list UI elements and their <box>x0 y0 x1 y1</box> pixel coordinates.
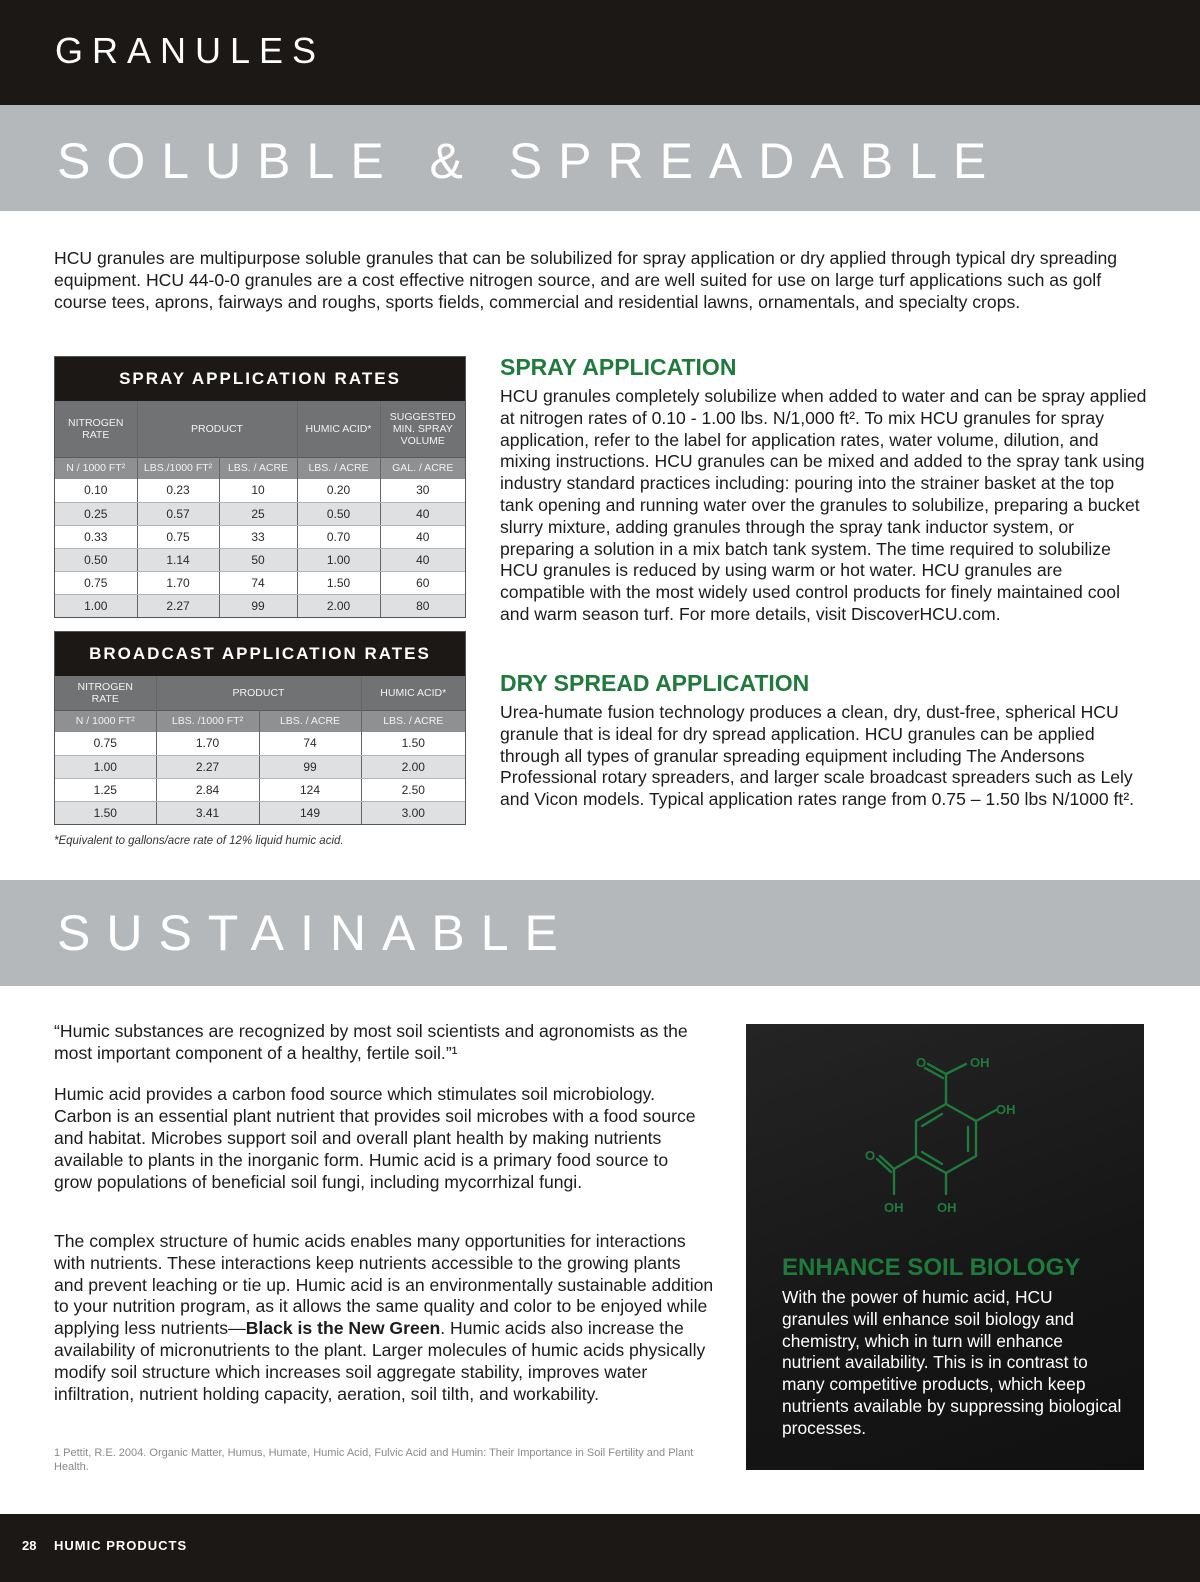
spray-table-title: SPRAY APPLICATION RATES <box>55 357 465 401</box>
sustainable-heading: SUSTAINABLE <box>57 905 574 961</box>
table-cell: 40 <box>380 548 465 571</box>
humic-header: HUMIC ACID* <box>361 676 465 710</box>
table-cell: 1.50 <box>361 732 465 755</box>
table-row <box>55 732 465 755</box>
product-header: PRODUCT <box>137 401 297 457</box>
table-cell: 1.70 <box>137 571 219 594</box>
molecule-label: OH <box>996 1102 1016 1117</box>
table-cell: 0.75 <box>55 732 156 755</box>
table-cell: 0.20 <box>297 479 380 502</box>
carbon-paragraph: Humic acid provides a carbon food source which stimulates soil microbiology. Carbon is an essential plant nutrient that provides soil microbes with a food source and habitat. Microbes support soil and overall plant health by making nutrients available to plants in the inorganic form. Humic acid is a primary food source to grow populations of beneficial soil fungi, including mycorrhizal fungi. <box>54 1084 696 1192</box>
table-row <box>55 755 465 778</box>
table-cell: 30 <box>380 479 465 502</box>
soluble-heading: SOLUBLE & SPREADABLE <box>57 133 1003 189</box>
section-title: GRANULES <box>55 30 326 71</box>
footer-label: HUMIC PRODUCTS <box>54 1538 188 1553</box>
table-cell: 74 <box>219 571 297 594</box>
table-row <box>55 571 465 594</box>
table-cell: 60 <box>380 571 465 594</box>
table-cell: 0.10 <box>55 479 137 502</box>
table-cell: 1.25 <box>55 778 156 801</box>
table-row <box>55 548 465 571</box>
table-cell: 33 <box>219 525 297 548</box>
intro-paragraph: HCU granules are multipurpose soluble granules that can be solubilized for spray application or dry applied through typical dry spreading equipment. HCU 44-0-0 granules are a cost effective nitrogen source, and are well suited for use on large turf applications such as golf course tees, aprons, fairways and roughs, sports fields, commercial and residential lawns, ornamentals, and specialty crops. <box>54 248 1118 312</box>
table-cell: 2.00 <box>361 755 465 778</box>
sustainable-band <box>0 880 1200 986</box>
table-row <box>55 594 465 617</box>
humic-quote: “Humic substances are recognized by most soil scientists and agronomists as the most important component of a healthy, fertile soil.”¹ <box>54 1021 688 1063</box>
subheader: LBS. / ACRE <box>297 457 380 479</box>
page-number: 28 <box>22 1538 37 1553</box>
table-cell: 0.70 <box>297 525 380 548</box>
soluble-band <box>0 105 1200 211</box>
table-cell: 40 <box>380 525 465 548</box>
table-cell: 1.00 <box>297 548 380 571</box>
table-cell: 99 <box>219 594 297 617</box>
product-header: PRODUCT <box>156 676 361 710</box>
table-cell: 2.50 <box>361 778 465 801</box>
subheader: GAL. / ACRE <box>380 457 465 479</box>
table-cell: 2.27 <box>156 755 259 778</box>
molecule-label: OH <box>884 1200 904 1215</box>
table-cell: 0.25 <box>55 502 137 525</box>
molecule-label: OH <box>937 1200 957 1215</box>
table-cell: 124 <box>259 778 361 801</box>
para-text: The complex structure of humic acids enables many opportunities for interactions with nutrients. These interactions keep nutrients accessible to the growing plants and prevent leaching or tie up. Humic acid is an environmentally sustainable addition to your nutrition program, as it allows the same quality and color to be enjoyed while applying less nutrients— <box>54 1231 714 1339</box>
table-cell: 1.50 <box>55 801 156 824</box>
table-cell: 1.14 <box>137 548 219 571</box>
table-cell: 0.50 <box>55 548 137 571</box>
table-row <box>55 801 465 824</box>
molecule-label: OH <box>970 1055 990 1070</box>
para-text: . Humic acids also increase the availability of micronutrients to the plant. Larger molecules of humic acids physically modify soil structure which increases soil aggregate stability, improves water infiltration, nutrient holding capacity, aeration, soil tilth, and workability. <box>54 1318 706 1404</box>
table-cell: 0.33 <box>55 525 137 548</box>
table-cell: 149 <box>259 801 361 824</box>
enhance-soil-body: With the power of humic acid, HCU granules will enhance soil biology and chemistry, which in turn will enhance nutrient availability. This is in contrast to many competitive products, which keep nutrients available by suppressing biological processes. <box>782 1287 1122 1438</box>
table-footnote: *Equivalent to gallons/acre rate of 12% liquid humic acid. <box>54 835 344 847</box>
table-cell: 1.70 <box>156 732 259 755</box>
footer-bar <box>0 1514 1200 1582</box>
dry-spread-heading: DRY SPREAD APPLICATION <box>500 670 810 696</box>
subheader: LBS. / ACRE <box>259 710 361 732</box>
molecule-diagram-icon <box>836 1054 1056 1224</box>
table-cell: 3.00 <box>361 801 465 824</box>
subheader: LBS. / ACRE <box>361 710 465 732</box>
spray-rates-table <box>54 356 466 618</box>
table-cell: 74 <box>259 732 361 755</box>
enhance-soil-callout <box>746 1024 1144 1470</box>
molecule-label: O <box>916 1055 927 1070</box>
table-cell: 99 <box>259 755 361 778</box>
table-cell: 0.75 <box>137 525 219 548</box>
nitrogen-header: NITROGEN RATE <box>55 401 137 457</box>
table-cell: 1.00 <box>55 594 137 617</box>
table-cell: 10 <box>219 479 297 502</box>
table-cell: 2.27 <box>137 594 219 617</box>
broadcast-table-title: BROADCAST APPLICATION RATES <box>55 632 465 676</box>
table-cell: 3.41 <box>156 801 259 824</box>
subheader: N / 1000 FT² <box>55 710 156 732</box>
table-cell: 2.84 <box>156 778 259 801</box>
slogan-bold: Black is the New Green <box>245 1318 441 1339</box>
broadcast-rates-table <box>54 631 466 825</box>
top-header-bar <box>0 0 1200 105</box>
table-cell: 1.00 <box>55 755 156 778</box>
table-cell: 2.00 <box>297 594 380 617</box>
table-cell: 0.75 <box>55 571 137 594</box>
table-cell: 0.50 <box>297 502 380 525</box>
table-cell: 0.23 <box>137 479 219 502</box>
table-cell: 80 <box>380 594 465 617</box>
enhance-soil-heading: ENHANCE SOIL BIOLOGY <box>782 1254 1081 1281</box>
table-cell: 0.57 <box>137 502 219 525</box>
spray-application-heading: SPRAY APPLICATION <box>500 354 737 380</box>
subheader: LBS. /1000 FT² <box>156 710 259 732</box>
dry-spread-body: Urea-humate fusion technology produces a clean, dry, dust-free, spherical HCU granule that is ideal for dry spread application. HCU granules can be applied through all types of granular spreading equipment including The Andersons Professional rotary spreaders, and larger scale broadcast spreaders such as Lely and Vicon models. Typical application rates range from 0.75 – 1.50 lbs N/1000 ft². <box>500 702 1135 810</box>
table-row <box>55 525 465 548</box>
subheader: LBS. / ACRE <box>219 457 297 479</box>
table-row <box>55 502 465 525</box>
table-row <box>55 778 465 801</box>
structure-paragraph <box>54 1231 714 1405</box>
humic-header: HUMIC ACID* <box>297 401 380 457</box>
table-cell: 40 <box>380 502 465 525</box>
molecule-label: O <box>865 1148 876 1163</box>
table-row <box>55 479 465 502</box>
volume-header: SUGGESTED MIN. SPRAY VOLUME <box>380 401 465 457</box>
subheader: N / 1000 FT² <box>55 457 137 479</box>
nitrogen-header: NITROGEN RATE <box>55 676 156 710</box>
table-cell: 1.50 <box>297 571 380 594</box>
subheader: LBS./1000 FT² <box>137 457 219 479</box>
table-cell: 50 <box>219 548 297 571</box>
reference-note: 1 Pettit, R.E. 2004. Organic Matter, Humus, Humate, Humic Acid, Fulvic Acid and Humin: Their Importance in Soil Fertility and Plant Health. <box>54 1447 694 1473</box>
table-cell: 25 <box>219 502 297 525</box>
spray-application-body: HCU granules completely solubilize when added to water and can be spray applied at nitrogen rates of 0.10 - 1.00 lbs. N/1,000 ft². To mix HCU granules for spray application, refer to the label for application rates, water volume, dilution, and mixing instructions. HCU granules can be mixed and added to the spray tank using industry standard practices including: pouring into the strainer basket at the top tank opening and running water over the granules to solubilize, preparing a bucket slurry mixture, adding granules through the spray tank inductor system, or preparing a solution in a mix batch tank system. The time required to solubilize HCU granules is reduced by using warm or hot water. HCU granules are compatible with the most widely used control products for finely maintained cool and warm season turf. For more details, visit DiscoverHCU.com. <box>500 386 1147 624</box>
